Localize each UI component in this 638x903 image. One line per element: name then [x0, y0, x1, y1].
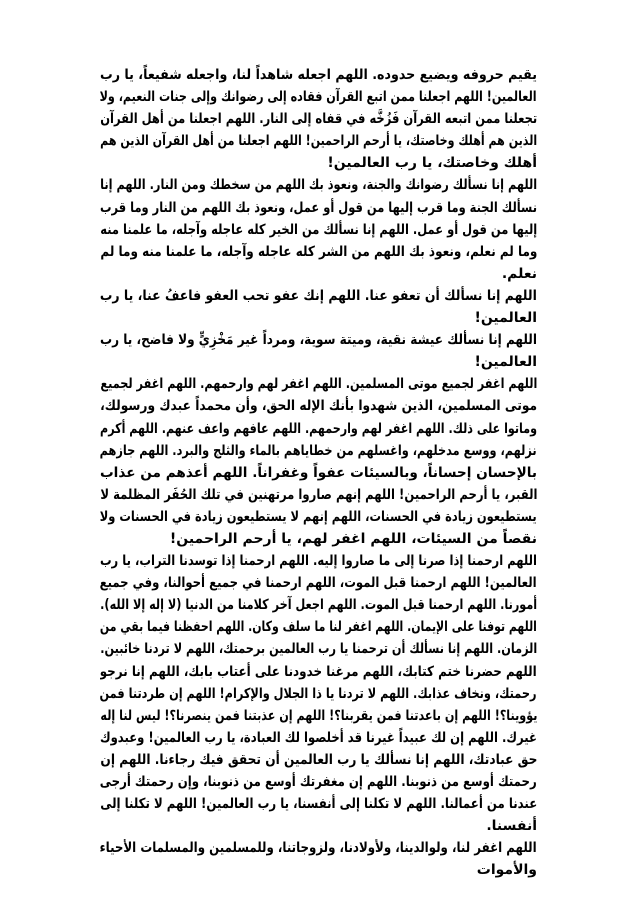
text-line	[100, 395, 537, 417]
paragraph	[100, 64, 537, 174]
text-line-content: اللهم اغفر لجميع موتى المسلمين. اللهم اغفر لهم وارحمهم. اللهم اغفر لجميع	[100, 376, 537, 393]
text-line	[100, 793, 537, 815]
paragraph	[100, 174, 537, 284]
text-line	[100, 219, 537, 241]
text-line	[100, 440, 537, 462]
text-line-content: يستطيعون زيادة في الحسنات، اللهم إنهم لا يستطيعون زيادة في الحسنات ولا	[100, 508, 537, 525]
text-line-content: اللهم إنا نسألك أن تعفو عنا. اللهم إنك عفو تحب العفو فاعفُ عنا، يا رب	[100, 287, 537, 304]
text-line-content: يقيم حروفه ويضيع حدوده. اللهم اجعله شاهداً لنا، واجعله شفيعاً، يا رب	[100, 67, 537, 83]
text-line-content: حق عبادتك، اللهم إنا نسألك يا رب العالمين أن تحقق فيك رجاءنا. اللهم إن	[100, 751, 537, 768]
text-line	[100, 506, 537, 528]
text-line	[100, 418, 537, 440]
text-line	[100, 594, 537, 616]
text-line-content: اللهم إنا نسألك رضوانك والجنة، ونعوذ بك اللهم من سخطك ومن النار. اللهم إنا	[100, 177, 537, 194]
text-line	[100, 572, 537, 594]
text-line	[100, 108, 537, 130]
paragraph	[100, 373, 537, 550]
text-line	[100, 462, 537, 484]
text-line-content: وما لم نعلم، ونعوذ بك اللهم من الشر كله عاجله وآجله، ما علمنا منه وما لم	[100, 243, 537, 260]
paragraph	[100, 837, 537, 881]
text-line-content: أمورنا. اللهم ارحمنا قبل الموت. اللهم اجعل آخر كلامنا من الدنيا (لا إله إلا الله).	[100, 597, 537, 614]
text-line-content: نزلهم، ووسع مدخلهم، واغسلهم من خطاياهم بالماء والثلج والبرد. اللهم جازهم	[100, 442, 537, 459]
text-line-content: القبر، يا أرحم الراحمين! اللهم إنهم صاروا مرتهنين في تلك الحُفَر المظلمة لا	[100, 486, 537, 503]
text-line-content: والأموات	[476, 862, 537, 879]
text-line-content: غيرك. اللهم إن لك عبيداً غيرنا قد أخلصوا لك العبادة، يا رب العالمين! وعبدوك	[100, 729, 537, 746]
text-line-content: وماتوا على ذلك. اللهم اغفر لهم وارحمهم. اللهم عافهم واعف عنهم. اللهم أكرم	[100, 420, 537, 437]
text-line	[100, 683, 537, 705]
text-line-content: العالمين! اللهم اجعلنا ممن اتبع القرآن فقاده إلى رضوانك وإلى جنات النعيم، ولا	[100, 89, 537, 106]
text-line-content: أهلك وخاصتك، يا رب العالمين!	[327, 155, 537, 172]
paragraph	[100, 285, 537, 329]
text-line-content: اللهم توفنا على الإيمان. اللهم اغفر لنا ما سلف وكان. اللهم احفظنا فيما بقي من	[100, 619, 537, 636]
paragraph	[100, 329, 537, 373]
text-line	[100, 351, 537, 373]
text-line-content: أنفسنا.	[486, 818, 537, 835]
text-line	[100, 130, 537, 152]
document-body	[100, 64, 537, 881]
paragraph	[100, 550, 537, 837]
text-line	[100, 174, 537, 196]
text-line	[100, 484, 537, 506]
text-line	[100, 705, 537, 727]
text-line	[100, 749, 537, 771]
text-line	[100, 528, 537, 550]
text-line-content: اللهم ارحمنا إذا صرنا إلى ما صاروا إليه. اللهم ارحمنا إذا توسدنا التراب، يا رب	[100, 553, 537, 570]
text-line	[100, 307, 537, 329]
text-line-content: رحمتك أوسع من ذنوبنا. اللهم إن مغفرتك أوسع من ذنوبنا، وإن رحمتك أرجى	[100, 774, 537, 790]
text-line-content: العالمين!	[474, 310, 537, 327]
text-line	[100, 616, 537, 638]
text-line-content: يؤوينا؟! اللهم إن باعدتنا فمن يقربنا؟! اللهم إن عذبتنا فمن ينصرنا؟! ليس لنا إله	[100, 707, 537, 724]
text-line	[100, 152, 537, 174]
text-line	[100, 263, 537, 285]
text-line	[100, 638, 537, 660]
text-line-content: الزمان. اللهم إنا نسألك أن ترحمنا يا رب العالمين برحمتك، اللهم لا تردنا خائبين.	[100, 641, 537, 658]
text-line-content: الذين هم أهلك وخاصتك، يا أرحم الراحمين! اللهم اجعلنا من أهل القرآن الذين هم	[100, 133, 537, 150]
text-line	[100, 285, 537, 307]
text-line	[100, 771, 537, 793]
text-line	[100, 815, 537, 837]
text-line	[100, 329, 537, 351]
text-line-content: العالمين! اللهم ارحمنا قبل الموت، اللهم ارحمنا في جميع أحوالنا، وفي جميع	[100, 575, 537, 592]
text-line-content: موتى المسلمين، الذين شهدوا بأنك الإله الحق، وأن محمداً عبدك ورسولك،	[100, 398, 537, 415]
text-line-content: اللهم إنا نسألك عيشة نقية، وميتة سوية، ومرداً غير مَخْزِيٍّ ولا فاضح، يا رب	[100, 332, 537, 349]
text-line	[100, 661, 537, 683]
text-line	[100, 86, 537, 108]
text-line	[100, 241, 537, 263]
text-line-content: إليها من قول أو عمل. اللهم إنا نسألك من الخير كله عاجله وآجله، ما علمنا منه	[100, 221, 537, 238]
text-line-content: اللهم اغفر لنا، ولوالدينا، ولأولادنا، ولزوجاتنا، وللمسلمين والمسلمات الأحياء	[100, 840, 537, 857]
text-line-content: نقصاً من السيئات، اللهم اغفر لهم، يا أرحم الراحمين!	[169, 530, 537, 547]
text-line	[100, 550, 537, 572]
text-line	[100, 197, 537, 219]
text-line-content: نعلم.	[501, 265, 537, 282]
text-line-content: بالإحسان إحساناً، وبالسيئات عفواً وغفراناً. اللهم أعذهم من عذاب	[100, 464, 537, 481]
text-line-content: العالمين!	[474, 354, 537, 371]
text-line-content: تجعلنا ممن اتبعه القرآن فَزُخَّه في قفاه إلى النار. اللهم اجعلنا من أهل القرآن	[100, 111, 537, 128]
text-line	[100, 64, 537, 86]
text-line-content: نسألك الجنة وما قرب إليها من قول أو عمل، ونعوذ بك اللهم من النار وما قرب	[100, 199, 537, 216]
text-line-content: رحمتك، ونخاف عذابك. اللهم لا تردنا يا ذا الجلال والإكرام! اللهم إن طردتنا فمن	[100, 685, 537, 702]
text-line-content: اللهم حضرنا ختم كتابك، اللهم مرغنا خدودنا على أعتاب بابك، اللهم إنا نرجو	[100, 663, 537, 680]
text-line	[100, 727, 537, 749]
text-line	[100, 837, 537, 859]
text-line	[100, 373, 537, 395]
text-line	[100, 859, 537, 881]
text-line-content: عندنا من أعمالنا. اللهم لا تكلنا إلى أنفسنا، يا رب العالمين! اللهم لا تكلنا إلى	[100, 796, 537, 813]
